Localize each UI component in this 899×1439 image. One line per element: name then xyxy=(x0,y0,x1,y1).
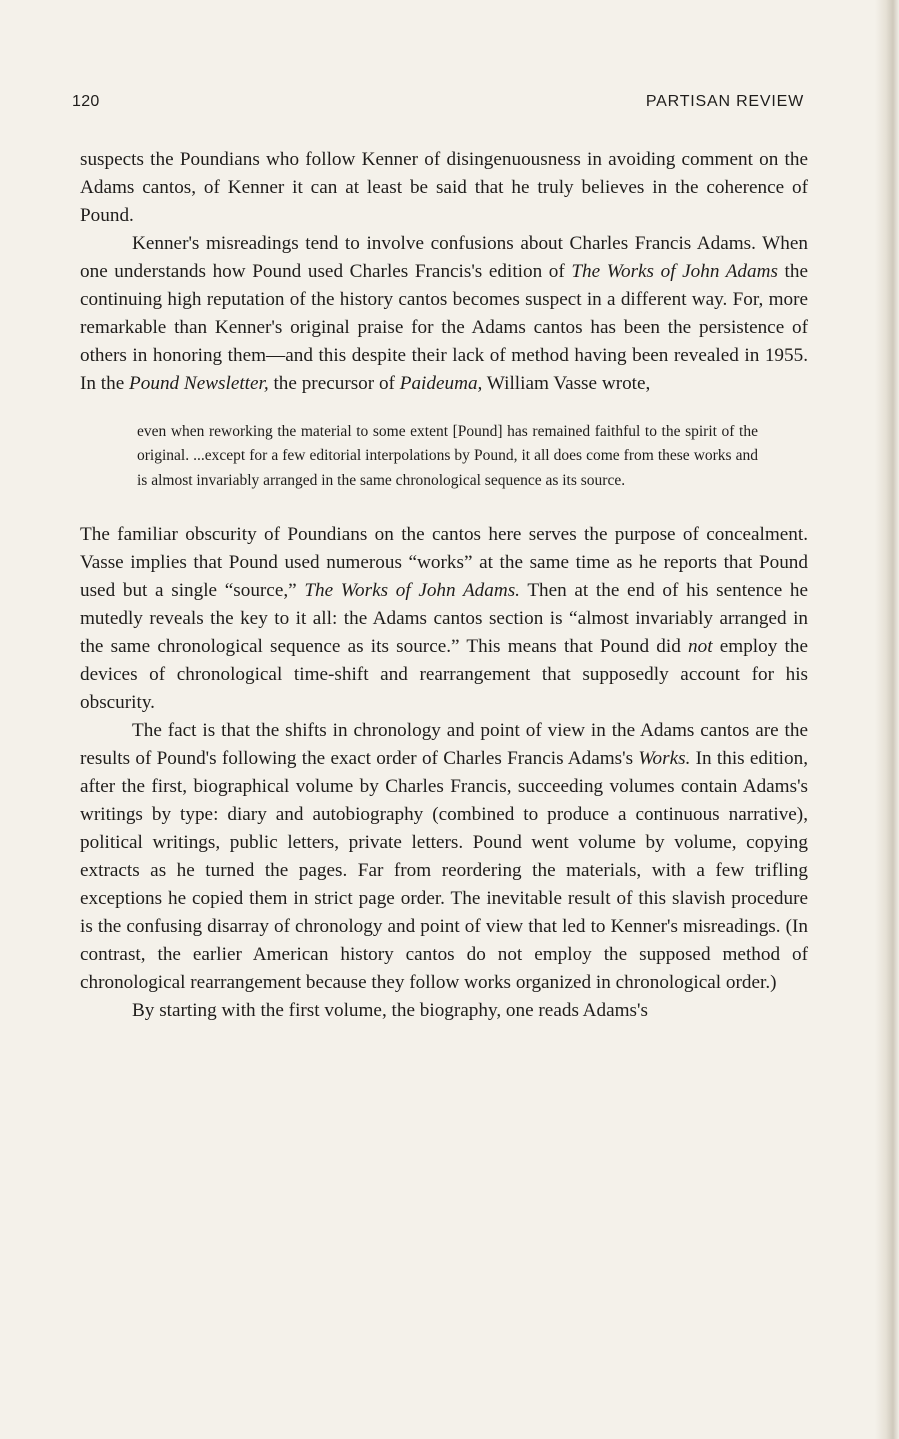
paragraph-3-text-b: Then at the end of his sentence he mutedly reveals the key to it all: the Adams cantos section is “almost invariably arranged in the same chronological sequence as its source.” This means that Pound did xyxy=(80,580,808,658)
paragraph-5-text: By starting with the first volume, the biography, one reads Adams's xyxy=(132,1000,648,1022)
paragraph-2-text-a: Kenner's misreadings tend to involve confusions about Charles Francis Adams. When one understands how Pound used Charles Francis's edition of xyxy=(80,233,808,282)
paragraph-2-text-d: William Vasse wrote, xyxy=(482,373,651,394)
book-title-works-of-john-adams-2: The Works of John Adams. xyxy=(304,580,520,602)
paragraph-4-text-a: The fact is that the shifts in chronology and point of view in the Adams cantos are the results of Pound's following the exact order of Charles Francis Adams's xyxy=(80,720,808,770)
journal-title: PARTISAN REVIEW xyxy=(645,93,804,110)
paragraph-1 xyxy=(80,146,808,230)
title-works: Works. xyxy=(638,748,691,770)
title-paideuma: Paideuma, xyxy=(399,373,483,394)
paragraph-3-text-a: The familiar obscurity of Poundians on the cantos here serves the purpose of concealment. Vasse implies that Pound used numerous “works” at the same time as he reports that Pound used but a single “source,” xyxy=(80,524,808,602)
emphasis-not: not xyxy=(688,636,713,658)
block-quote-text: even when reworking the material to some extent [Pound] has remained faithful to the spirit of the original. ...except for a few editorial interpolations by Pound, it all does come from these works and is almost invariably arranged in the same chronological sequence as its source. xyxy=(137,423,758,489)
paragraph-3 xyxy=(80,521,808,717)
article-body xyxy=(80,146,808,1025)
page-number: 120 xyxy=(72,93,100,110)
block-quote xyxy=(137,420,758,493)
paragraph-4 xyxy=(80,717,808,997)
paragraph-3-text-c: employ the devices of chronological time-shift and rearrangement that supposedly account for his obscurity. xyxy=(80,636,808,714)
paragraph-5 xyxy=(80,997,808,1025)
title-pound-newsletter: Pound Newsletter, xyxy=(129,373,269,394)
page-gutter-shadow xyxy=(875,0,899,1439)
paragraph-2-text-c: the precursor of xyxy=(268,373,400,394)
paragraph-2 xyxy=(80,230,808,398)
book-title-works-of-john-adams: The Works of John Adams xyxy=(571,261,778,282)
running-header xyxy=(72,93,804,117)
paragraph-1-text: suspects the Poundians who follow Kenner of disingenuousness in avoiding comment on the Adams cantos, of Kenner it can at least be said that he truly believes in the coherence of Pound. xyxy=(80,149,808,226)
paragraph-4-text-b: In this edition, after the first, biographical volume by Charles Francis, succeeding volumes contain Adams's writings by type: diary and autobiography (combined to produce a continuous narrative), political writings, public letters, private letters. Pound went volume by volume, copying extracts as he turned the pages. Far from reordering the materials, with a few trifling exceptions he copied them in strict page order. The inevitable result of this slavish procedure is the confusing disarray of chronology and point of view that led to Kenner's misreadings. (In contrast, the earlier American history cantos do not employ the supposed method of chronological rearrangement because they follow works organized in chronological order.) xyxy=(80,748,808,994)
paragraph-2-text-b: the continuing high reputation of the history cantos becomes suspect in a different way. For, more remarkable than Kenner's original praise for the Adams cantos has been the persistence of others in honoring them—and this despite their lack of method having been revealed in 1955. In the xyxy=(80,261,808,394)
